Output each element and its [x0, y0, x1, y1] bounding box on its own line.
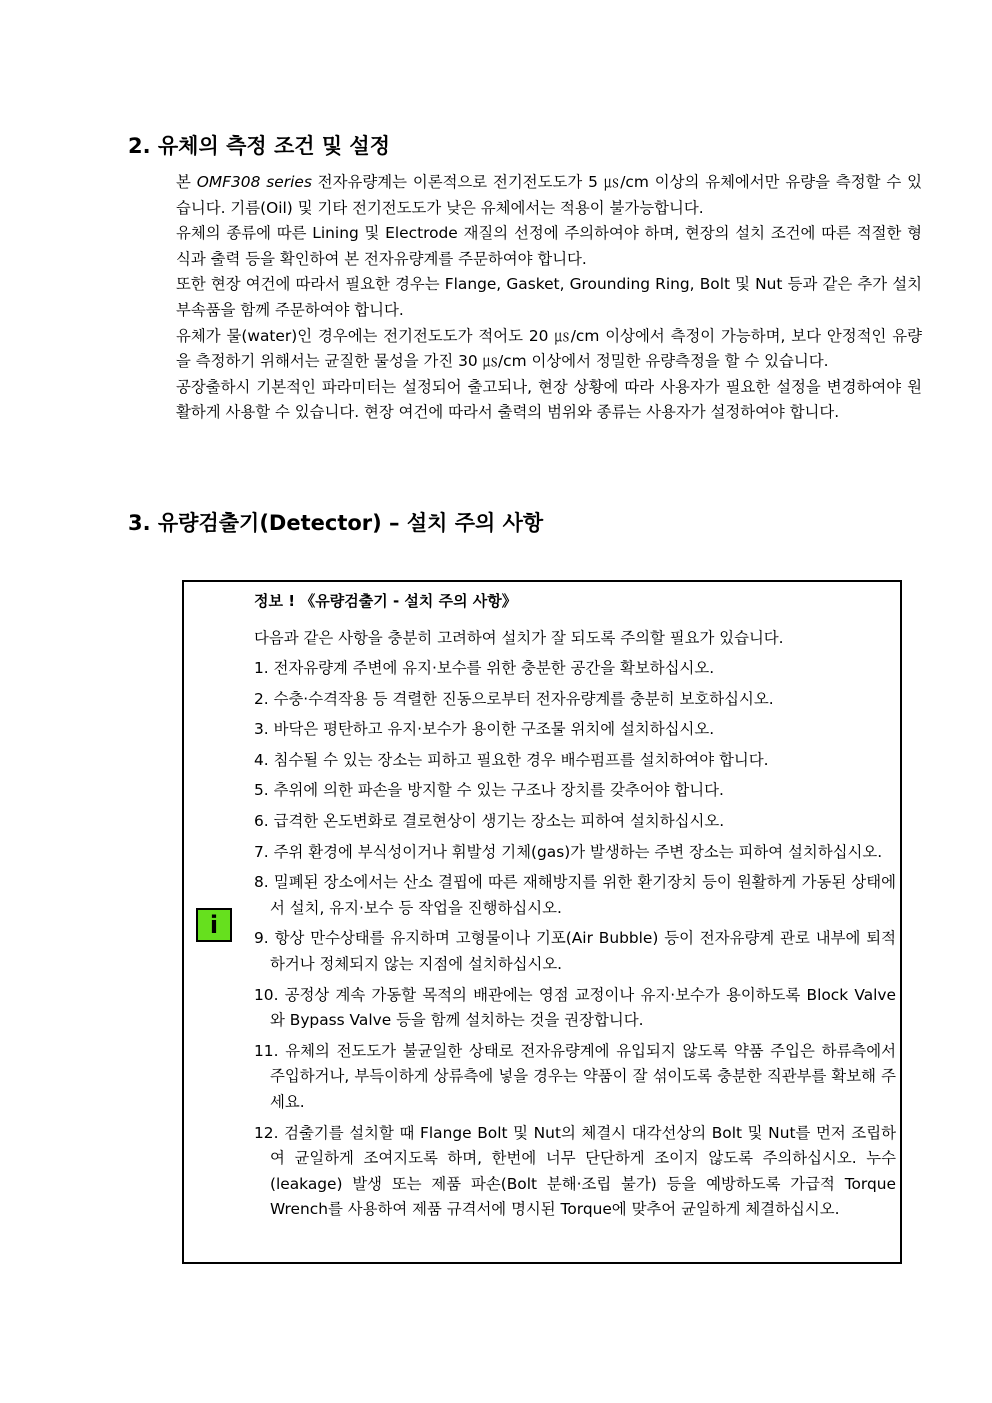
list-item: 3. 바닥은 평탄하고 유지·보수가 용이한 구조물 위치에 설치하십시오.	[254, 720, 715, 739]
section-2-paragraph-2: 유체의 종류에 따른 Lining 및 Electrode 재질의 선정에 주의하여야 하며, 현장의 설치 조건에 따른 적절한 형식과 출력 등을 확인하여 본 전자유량계를 주문하여야 합니다.	[176, 224, 922, 268]
list-item: 6. 급격한 온도변화로 결로현상이 생기는 장소는 피하여 설치하십시오.	[254, 811, 725, 830]
info-box	[182, 580, 902, 1264]
info-intro: 다음과 같은 사항을 충분히 고려하여 설치가 잘 되도록 주의할 필요가 있습니다.	[254, 629, 784, 647]
list-item: 5. 추위에 의한 파손을 방지할 수 있는 구조나 장치를 갖추어야 합니다.	[254, 781, 724, 800]
section-2-body	[176, 170, 922, 426]
model-name: OMF308 series	[196, 173, 312, 191]
section-2-heading: 2. 유체의 측정 조건 및 설정	[128, 134, 391, 158]
precaution-list	[254, 656, 896, 1223]
section-2-paragraph-5: 공장출하시 기본적인 파라미터는 설정되어 출고되나, 현장 상황에 따라 사용자가 필요한 설정을 변경하여야 원활하게 사용할 수 있습니다. 현장 여건에 따라서 출력의 범위와 종류는 사용자가 설정하여야 합니다.	[176, 377, 922, 422]
p1-rest: 전자유량계는 이론적으로 전기전도도가 5 ㎲/cm 이상의 유체에서만 유량을 측정할 수 있습니다. 기름(Oil) 및 기타 전기전도도가 낮은 유체에서는 적용이 불가능합니다.	[176, 173, 923, 217]
list-item: 11. 유체의 전도도가 불균일한 상태로 전자유량계에 유입되지 않도록 약품 주입은 하류측에서 주입하거나, 부득이하게 상류측에 넣을 경우는 약품이 잘 섞이도록 충분한 직관부를 확보해 주세요.	[254, 1041, 896, 1111]
list-item: 2. 수충·수격작용 등 격렬한 진동으로부터 전자유량계를 충분히 보호하십시오.	[254, 689, 774, 708]
info-title: 정보 ! 《유량검출기 - 설치 주의 사항》	[254, 592, 517, 610]
list-item: 8. 밀폐된 장소에서는 산소 결핍에 따른 재해방지를 위한 환기장치 등이 원활하게 가동된 상태에서 설치, 유지·보수 등 작업을 진행하십시오.	[254, 873, 896, 917]
list-item: 12. 검출기를 설치할 때 Flange Bolt 및 Nut의 체결시 대각선상의 Bolt 및 Nut를 먼저 조립하여 균일하게 조여지도록 하며, 한번에 너무 단단하게 조이지 않도록 주의하십시오. 누수(leakage) 발생 또는 제품 파손(Bolt 분해·조립 불가) 등을 예방하도록 가급적 Torque Wrench를 사용하여 제품 규격서에 명시된 Torque에 맞추어 균일하게 체결하십시오.	[254, 1123, 896, 1219]
p1-prefix: 본	[176, 173, 197, 191]
list-item: 10. 공정상 계속 가동할 목적의 배관에는 영점 교정이나 유지·보수가 용이하도록 Block Valve와 Bypass Valve 등을 함께 설치하는 것을 권장합니다.	[254, 985, 896, 1030]
info-icon: i	[196, 908, 232, 942]
list-item: 1. 전자유량계 주변에 유지·보수를 위한 충분한 공간을 확보하십시오.	[254, 659, 715, 677]
list-item: 9. 항상 만수상태를 유지하며 고형물이나 기포(Air Bubble) 등이 전자유량계 관로 내부에 퇴적하거나 정체되지 않는 지점에 설치하십시오.	[254, 929, 896, 973]
section-2-paragraph-3: 또한 현장 여건에 따라서 필요한 경우는 Flange, Gasket, Grounding Ring, Bolt 및 Nut 등과 같은 추가 설치 부속품을 함께 주문하여야 합니다.	[176, 275, 922, 319]
section-2-paragraph-4: 유체가 물(water)인 경우에는 전기전도도가 적어도 20 ㎲/cm 이상에서 측정이 가능하며, 보다 안정적인 유량을 측정하기 위해서는 균질한 물성을 가진 30 ㎲/cm 이상에서 정밀한 유량측정을 할 수 있습니다.	[176, 326, 922, 371]
section-3-heading: 3. 유량검출기(Detector) – 설치 주의 사항	[128, 511, 544, 535]
info-content	[254, 590, 896, 1228]
list-item: 4. 침수될 수 있는 장소는 피하고 필요한 경우 배수펌프를 설치하여야 합니다.	[254, 750, 769, 769]
list-item: 7. 주위 환경에 부식성이거나 휘발성 기체(gas)가 발생하는 주변 장소는 피하여 설치하십시오.	[254, 842, 883, 861]
section-2-paragraph-1	[176, 170, 922, 221]
